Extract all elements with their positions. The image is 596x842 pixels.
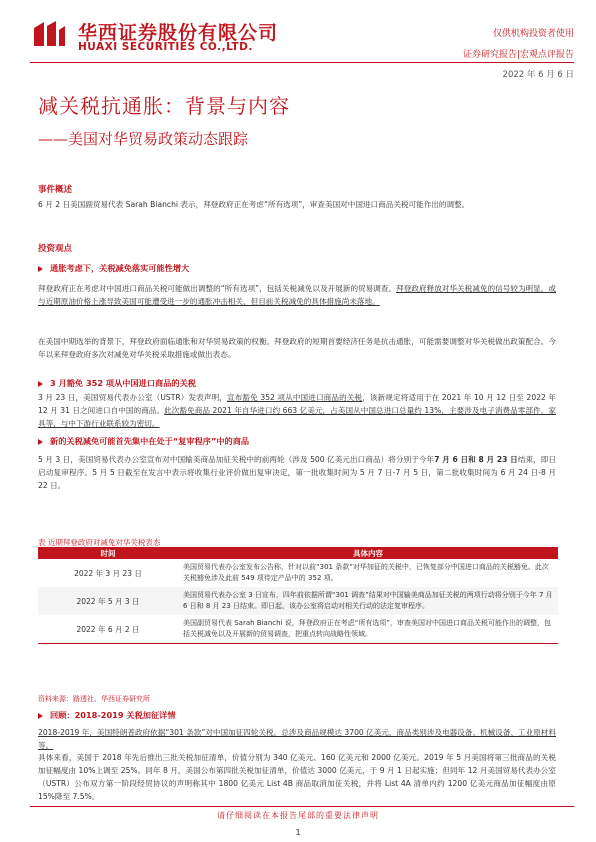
footer-divider [30, 806, 574, 807]
row-date: 2022 年 6 月 2 日 [38, 615, 178, 644]
bullet-3-title: 新的关税减免可能首先集中在处于“复审程序”中的商品 [50, 436, 250, 446]
page-title: 减关税抗通胀：背景与内容 [38, 94, 290, 118]
huaxi-logo-icon [30, 18, 68, 50]
table-row [38, 587, 558, 615]
bullet-4-para-2: 具体来看，美国于 2018 年先后推出三批关税加征清单，价值分别为 340 亿美元、160 亿美元和 2000 亿美元。2019 年 5 月美国将第三批商品的关税加征幅度由 10%上调至 25%。同年 8 月，美国公布第四批关税加征清单，价值达 3000 亿美元，于 9 月 1 日起实施；但同年 12 月美国贸易代表办公室（USTR）公布双方第一阶段经贸协议的声明称其中 1800 亿美元 List 4B 商品取消加征关税，并将 List 4A 清单内约 1200 亿美元商品加征幅度由原 15%降至 7.5%。 [38, 753, 556, 801]
bullet-4 [38, 710, 176, 721]
bullet-2 [38, 378, 196, 389]
section-event-overview: 事件概述 [38, 185, 73, 195]
report-date: 2022 年 6 月 6 日 [502, 70, 574, 80]
row-text: 美国贸易代表办公室 3 日宣布，四年前依据所谓“301 调查”结果对中国输美商品加征关税的两项行动将分别于今年 7 月 6 日和 8 月 23 日结束。即日起，该办公室将启动对相关行动的法定复审程序。 [178, 587, 558, 615]
page-subtitle: ——美国对华贸易政策动态跟踪 [38, 130, 249, 148]
table-header-row [38, 547, 558, 559]
table-row [38, 559, 558, 587]
report-type-label: 证券研究报告|宏观点评报告 [462, 50, 574, 60]
table-title: 表 近期拜登政府对减免对华关税表态 [38, 538, 161, 547]
triangle-icon [38, 439, 43, 445]
b2-p-a: 3 月 23 日，美国贸易代表办公室（USTR）发表声明， [38, 393, 227, 402]
row-date: 2022 年 5 月 3 日 [38, 587, 178, 615]
b2-p-c: ，该新规定将适用于在 2021 年 10 月 12 日至 2022 年 12 月 31 日之间进口自中国的商品。 [38, 393, 556, 415]
row-date: 2022 年 3 月 23 日 [38, 559, 178, 587]
legal-disclaimer: 请仔细阅读在本报告尾部的重要法律声明 [217, 811, 379, 820]
b1-p1-b: 拜登政府释放对华关税减免的信号较为明显，或与近期原油价格上涨导致美国可能遭受进一步的通胀冲击相关，但目前关税减免的具体措施尚未落地。 [38, 284, 556, 306]
b4-p1: 2018-2019 年，美国特朗普政府依据“301 条款”对中国加征四轮关税，总涉及商品规模达 3700 亿美元，商品类别涉及电器设备、机械设备、工业原材料等。 [38, 728, 556, 750]
b3-p-b: 7 月 6 日和 8 月 23 日 [434, 455, 518, 464]
triangle-icon [38, 713, 43, 719]
table-row [38, 615, 558, 644]
brand-name-cn: 华西证券股份有限公司 [78, 22, 279, 44]
b2-p-d: 此次豁免商品 2021 年自华进口约 663 亿美元，占美国从中国总进口总量约 13%，主要涉及电子消费品零部件，家具等，与中下游行业联系较为密切。 [38, 406, 556, 428]
bullet-3 [38, 436, 249, 447]
bullet-2-para [38, 391, 556, 430]
col-content: 具体内容 [178, 547, 558, 559]
triangle-icon [38, 266, 43, 272]
bullet-2-title: 3 月豁免 352 项从中国进口商品的关税 [50, 378, 196, 388]
bullet-1-title: 通胀考虑下，关税减免落实可能性增大 [50, 263, 190, 273]
row-text: 美国贸易代表办公室发布公告称，针对以前“301 条款”对华加征的关税中，已恢复部分中国进口商品的关税豁免。此次关税豁免涉及此前 549 项待定产品中的 352 项。 [178, 559, 558, 587]
row-text: 美国副贸易代表 Sarah Bianchi 说，拜登政府正在考虑“所有选项”，审查美国对中国进口商品关税可能作出的调整，包括关税减免以及开展新的贸易调查，把重点转向战略性领域。 [178, 615, 558, 644]
b2-p-b: 宣布豁免 352 项从中国进口商品的关税 [227, 393, 363, 402]
col-time: 时间 [38, 547, 178, 559]
bullet-4-para-1 [38, 726, 556, 752]
bullet-4-title: 回顾：2018-2019 关税加征详情 [50, 710, 176, 720]
bullet-1-para-1 [38, 282, 556, 308]
triangle-icon [38, 381, 43, 387]
bullet-3-para [38, 453, 556, 492]
event-text: 6 月 2 日美国副贸易代表 Sarah Bianchi 表示，拜登政府正在考虑“所有选项”，审查美国对中国进口商品关税可能作出的调整。 [38, 200, 470, 209]
bullet-1-para-2: 在美国中期选举的背景下，拜登政府面临通胀和对华贸易政策的权衡。拜登政府的短期首要经济任务是抗击通胀，可能需要调整对华关税做出政策配合。今年以来拜登政府多次对减免对华关税采取措施或做出表态。 [38, 337, 556, 359]
page-number: 1 [295, 828, 301, 837]
b3-p-a: 5 月 3 日，美国贸易代表办公室宣布对中国输美商品加征关税中的前两轮（涉及 500 亿美元出口商品）将分别于今年 [38, 455, 435, 464]
b3-p-c: 结束，即日启动复审程序。5 月 5 日截至在发言中表示将收集行业评价做出复审决定，第一批收集时间为 5 月 7 日-7 月 5 日，第二批收集时间为 6 月 24 日-8 月 22 日。 [38, 455, 556, 490]
audience-label: 仅供机构投资者使用 [492, 29, 574, 39]
brand-name-en: HUAXI SECURITIES CO.,LTD. [78, 41, 253, 53]
table-source: 资料来源：路透社、华西证券研究所 [38, 695, 150, 703]
b1-p1-a: 拜登政府正在考虑对中国进口商品关税可能做出调整的“所有选项”，包括关税减免以及开展新的贸易调查。 [38, 284, 397, 293]
bullet-1 [38, 263, 189, 274]
events-table [38, 547, 558, 644]
section-viewpoint: 投资观点 [38, 244, 73, 254]
header-divider [30, 62, 574, 63]
